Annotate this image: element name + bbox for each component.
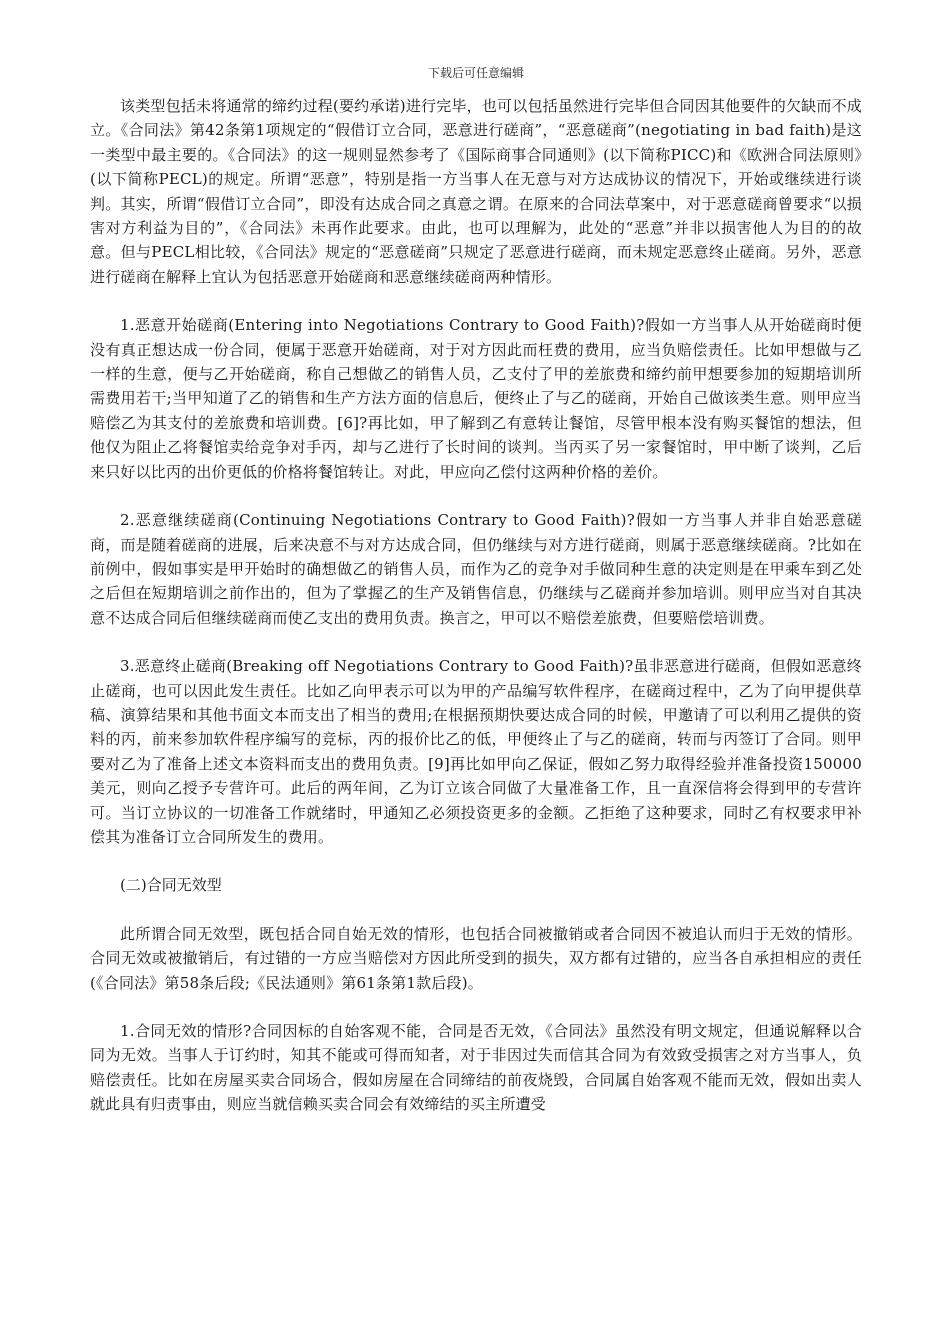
paragraph-bad-faith-start: 1.恶意开始磋商(Entering into Negotiations Contrary to Good Faith)?假如一方当事人从开始磋商时便没有真正想达成一份合同，便属于恶意开始磋商，对于对方因此而枉费的费用，应当负赔偿责任。比如甲想做与乙一样的生意，便与乙开始磋商，称自己想做乙的销售人员，乙支付了甲的差旅费和缔约前甲想要参加的短期培训所需费用若干;当甲知道了乙的销售和生产方法方面的信息后，便终止了与乙的磋商，开始自己做该类生意。则甲应当赔偿乙为其支付的差旅费和培训费。[6]?再比如，甲了解到乙有意转让餐馆，尽管甲根本没有购买餐馆的想法，但他仅为阻止乙将餐馆卖给竞争对手丙，却与乙进行了长时间的谈判。当丙买了另一家餐馆时，甲中断了谈判，乙后来只好以比丙的出价更低的价格将餐馆转让。对此，甲应向乙偿付这两种价格的差价。	[90, 316, 862, 481]
paragraph-invalid-contract: 此所谓合同无效型，既包括合同自始无效的情形，也包括合同被撤销或者合同因不被追认而归于无效的情形。合同无效或被撤销后，有过错的一方应当赔偿对方因此所受到的损失，双方都有过错的，应当各自承担相应的责任(《合同法》第58条后段;《民法通则》第61条第1款后段)。	[90, 924, 862, 992]
paragraph-bad-faith-break-off: 3.恶意终止磋商(Breaking off Negotiations Contrary to Good Faith)?虽非恶意进行磋商，但假如恶意终止磋商，也可以因此发生责任。比如乙向甲表示可以为甲的产品编写软件程序，在磋商过程中，乙为了向甲提供草稿、演算结果和其他书面文本而支出了相当的费用;在根据预期快要达成合同的时候，甲邀请了可以利用乙提供的资料的丙，前来参加软件程序编写的竞标，丙的报价比乙的低，甲便终止了与乙的磋商，转而与丙签订了合同。则甲要对乙为了准备上述文本资料而支出的费用负责。[9]再比如甲向乙保证，假如乙努力取得经验并准备投资150000美元，则向乙授予专营许可。此后的两年间，乙为订立该合同做了大量准备工作，且一直深信将会得到甲的专营许可。当订立协议的一切准备工作就绪时，甲通知乙必须投资更多的金额。乙拒绝了这种要求，同时乙有权要求甲补偿其为准备订立合同所发生的费用。	[90, 657, 862, 846]
paragraph-intro: 该类型包括未将通常的缔约过程(要约承诺)进行完毕，也可以包括虽然进行完毕但合同因其他要件的欠缺而不成立。《合同法》第42条第1项规定的“假借订立合同，恶意进行磋商”，“恶意磋商”(negotiating in bad faith)是这一类型中最主要的。《合同法》的这一规则显然参考了《国际商事合同通则》(以下简称PICC)和《欧洲合同法原则》(以下简称PECL)的规定。所谓“恶意”，特别是指一方当事人在无意与对方达成协议的情况下，开始或继续进行谈判。其实，所谓“假借订立合同”，即没有达成合同之真意之谓。在原来的合同法草案中，对于恶意磋商曾要求“以损害对方利益为目的”，《合同法》未再作此要求。由此，也可以理解为，此处的“恶意”并非以损害他人为目的的故意。但与PECL相比较，《合同法》规定的“恶意磋商”只规定了恶意进行磋商，而未规定恶意终止磋商。另外，恶意进行磋商在解释上宜认为包括恶意开始磋商和恶意继续磋商两种情形。	[90, 97, 862, 286]
page-header: 下载后可任意编辑	[427, 66, 524, 80]
section-heading: (二)合同无效型	[120, 876, 222, 895]
paragraph-bad-faith-continue: 2.恶意继续磋商(Continuing Negotiations Contrary to Good Faith)?假如一方当事人并非自始恶意磋商，而是随着磋商的进展，后来决意不与对方达成合同，但仍继续与对方进行磋商，则属于恶意继续磋商。?比如在前例中，假如事实是甲开始时的确想做乙的销售人员，而作为乙的竞争对手做同种生意的决定则是在甲乘车到乙处之后但在短期培训之前作出的，但为了掌握乙的生产及销售信息，仍继续与乙磋商并参加培训。则甲应当对自其决意不达成合同后但继续磋商而使乙支出的费用负责。换言之，甲可以不赔偿差旅费，但要赔偿培训费。	[90, 511, 862, 627]
paragraph-invalid-situations: 1.合同无效的情形?合同因标的自始客观不能，合同是否无效，《合同法》虽然没有明文规定，但通说解释以合同为无效。当事人于订约时，知其不能或可得而知者，对于非因过失而信其合同为有效致受损害之对方当事人，负赔偿责任。比如在房屋买卖合同场合，假如房屋在合同缔结的前夜烧毁，合同属自始客观不能而无效，假如出卖人就此具有归责事由，则应当就信赖买卖合同会有效缔结的买主所遭受	[90, 1022, 862, 1114]
document-page	[90, 0, 862, 1141]
